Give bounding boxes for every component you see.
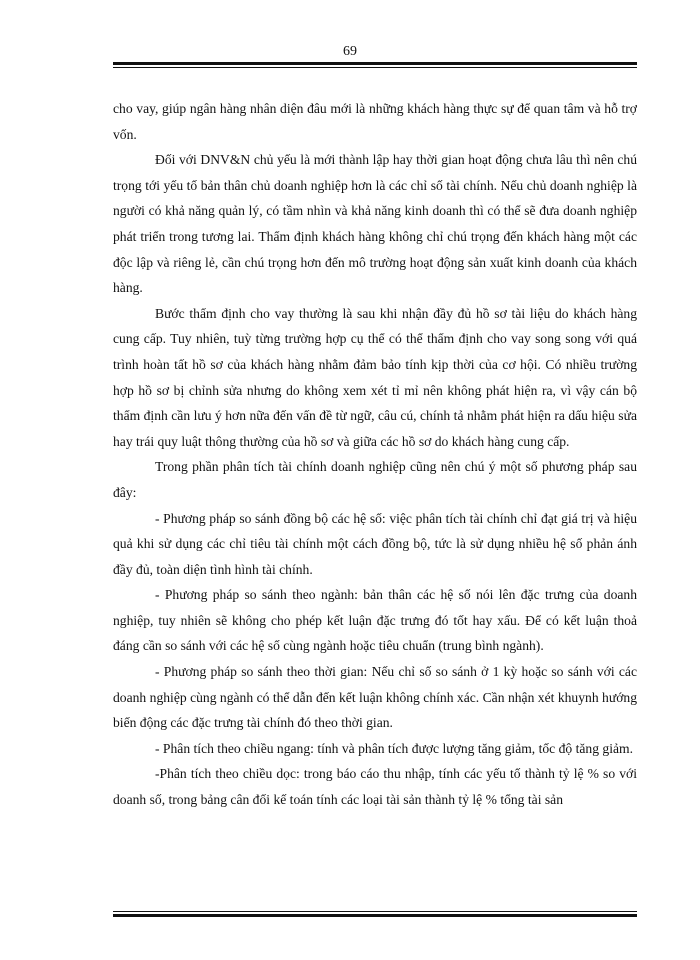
paragraph: Bước thẩm định cho vay thường là sau khi nhận đầy đủ hồ sơ tài liệu do khách hàng cung cấp. Tuy nhiên, tuỳ từng trường hợp cụ thể có thể thẩm định cho vay song song với quá trình hoàn tất hồ sơ của khách hàng nhằm đảm bảo tính kịp thời của cơ hội. Có nhiều trường hợp hồ sơ bị chỉnh sửa nhưng do không xem xét tỉ mỉ nên không phát hiện ra, vì vậy cán bộ thẩm định cần lưu ý hơn nữa đến vấn đề từ ngữ, câu cú, chính tả nhằm phát hiện ra dấu hiệu sửa hay trái quy luật thông thường của hồ sơ và giữa các hồ sơ do khách hàng cung cấp. bbox=[113, 305, 637, 449]
paragraph: -Phân tích theo chiều dọc: trong báo cáo thu nhập, tính các yếu tố thành tỷ lệ % so với doanh số, trong bảng cân đối kế toán tính các loại tài sản thành tỷ lệ % tổng tài sản bbox=[113, 766, 637, 808]
paragraph: Đối với DNV&N chủ yếu là mới thành lập hay thời gian hoạt động chưa lâu thì nên chú trọng tới yếu tố bản thân chủ doanh nghiệp hơn là các chỉ số tài chính. Nếu chủ doanh nghiệp là người có khả năng quản lý, có tầm nhìn và khả năng kinh doanh thì có thể sẽ đưa doanh nghiệp phát triển trong tương lai. Thẩm định khách hàng không chỉ chú trọng đến khách hàng một các độc lập và riêng lẻ, cần chú trọng hơn đến mô trường hoạt động sản xuất kinh doanh của khách hàng. bbox=[113, 152, 637, 296]
paragraph: cho vay, giúp ngân hàng nhân diện đâu mới là những khách hàng thực sự để quan tâm và hỗ trợ vốn. bbox=[113, 101, 637, 142]
page-body bbox=[113, 96, 637, 813]
paragraph: Trong phần phân tích tài chính doanh nghiệp cũng nên chú ý một số phương pháp sau đây: bbox=[113, 459, 637, 500]
paragraph: - Phương pháp so sánh đồng bộ các hệ số: việc phân tích tài chính chỉ đạt giá trị và hiệu quả khi sử dụng các chỉ tiêu tài chính một cách đồng bộ, tức là sử dụng nhiều hệ số phản ánh đầy đủ, toàn diện tình hình tài chính. bbox=[113, 510, 637, 577]
page-number: 69 bbox=[343, 44, 357, 59]
footer-rule bbox=[113, 911, 637, 917]
header-rule bbox=[113, 62, 637, 68]
paragraph: - Phân tích theo chiều ngang: tính và phân tích được lượng tăng giảm, tốc độ tăng giảm. bbox=[155, 740, 633, 756]
paragraph: - Phương pháp so sánh theo thời gian: Nếu chỉ số so sánh ở 1 kỳ hoặc so sánh với các doanh nghiệp cùng ngành có thể dẫn đến kết luận không chính xác. Cần nhận xét khuynh hướng biến động các đặc trưng tài chính đó theo thời gian. bbox=[113, 664, 637, 731]
paragraph: - Phương pháp so sánh theo ngành: bản thân các hệ số nói lên đặc trưng của doanh nghiệp, tuy nhiên sẽ không cho phép kết luận đặc trưng đó tốt hay xấu. Để có kết luận thoả đáng cần so sánh với các hệ số cùng ngành hoặc tiêu chuẩn (trung bình ngành). bbox=[113, 587, 637, 654]
